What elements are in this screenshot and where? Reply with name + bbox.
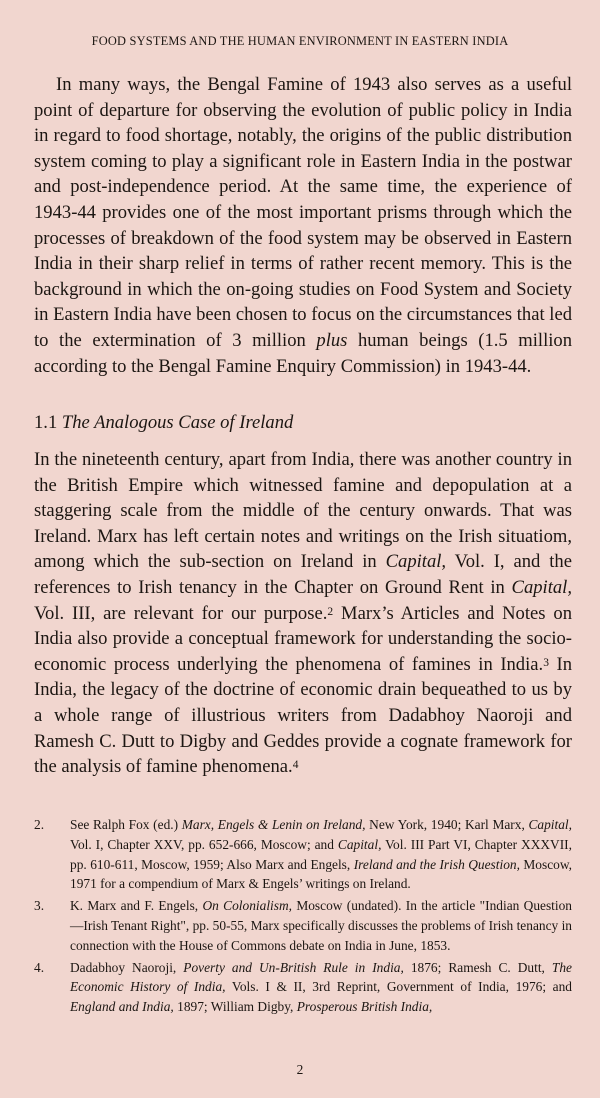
footnote-run: 1897; William Digby, (173, 999, 297, 1015)
section-number: 1.1 (34, 412, 58, 433)
footnote-4 (34, 958, 572, 1017)
footnote-run: New York, 1940; Karl Marx, (365, 817, 529, 832)
italic-plus: plus (316, 329, 348, 351)
footnote-number: 2. (34, 817, 45, 832)
italic-capital: Capital, (385, 551, 447, 573)
paragraph-text: Marx’s Articles and Notes on India also provide a conceptual framework for understanding the socio-economic process underlying the phenomena of famines in India. (34, 602, 573, 675)
footnote-italic: On Colonialism, (202, 898, 292, 914)
paragraph-text: Vol. I, and the references to Irish tenancy in the Chapter on Ground Rent in (34, 551, 572, 598)
footnote-run: Vol. I, Chapter XXV, pp. 652-666, Moscow; and (70, 836, 338, 852)
footnote-number: 4. (34, 959, 45, 975)
footnote-italic: The Economic History of India, (70, 959, 572, 995)
section-heading (34, 410, 572, 436)
footnote-italic: Poverty and Un-British Rule in India, (183, 959, 404, 975)
footnote-ref-2: 2 (327, 605, 334, 618)
footnote-text (70, 896, 572, 955)
paragraph-text: Vol. III, are relevant for our purpose. (34, 602, 328, 624)
footnote-3 (34, 896, 572, 955)
footnote-run: Dadabhoy Naoroji, (70, 959, 184, 975)
footnote-italic: Capital, (528, 817, 572, 832)
footnote-text (70, 958, 572, 1017)
footnote-ref-3: 3 (543, 656, 549, 669)
paragraph-bengal-famine (34, 72, 572, 379)
footnote-2 (34, 815, 572, 894)
footnote-ref-4: 4 (292, 759, 299, 772)
paragraph-ireland (34, 447, 572, 780)
footnote-run: See Ralph Fox (ed.) (70, 817, 182, 832)
running-head: FOOD SYSTEMS AND THE HUMAN ENVIRONMENT IN EASTERN INDIA (91, 34, 509, 48)
footnote-text (70, 815, 572, 894)
footnote-run: Vol. III Part VI, Chapter XXXVII, pp. 610-611, Moscow, 1959; Also Marx and Engels, (70, 836, 572, 872)
paragraph-text: In India, the legacy of the doctrine of economic drain bequeathed to us by a whole range of illustrious writers from Dadabhoy Naoroji and Ramesh C. Dutt to Digby and Geddes provide a cognate framework for the analysis of famine phenomena. (34, 653, 573, 778)
footnote-run: 1876; Ramesh C. Dutt, (403, 959, 552, 975)
footnote-italic: Capital, (337, 836, 382, 852)
footnote-run: Moscow (undated). In the article "Indian Question—Irish Tenant Right", pp. 50-55, Marx specifically discusses the problems of Irish tenancy in connection with the House of Commons debate on India in June, 1853. (70, 898, 573, 953)
footnote-italic: Marx, Engels & Lenin on Ireland, (181, 817, 366, 832)
footnote-run: Vols. I & II, 3rd Reprint, Government of India, 1976; and (225, 979, 572, 995)
footnote-run: Moscow, 1971 for a compendium of Marx & Engels’ writings on Ireland. (70, 856, 572, 892)
paragraph-text: human beings (1.5 million according to the Bengal Famine Enquiry Commission) in 1943-44. (34, 329, 572, 377)
italic-capital: Capital, (511, 576, 572, 598)
footnote-italic: Ireland and the Irish Question, (353, 856, 520, 872)
page-number: 2 (296, 1062, 304, 1077)
paragraph-text: In many ways, the Bengal Famine of 1943 also serves as a useful point of departure for observing the evolution of public policy in India in regard to food shortage, notably, the origins of the public distribution system coming to play a significant role in Eastern India in the postwar and post-independence period. At the same time, the experience of 1943-44 provides one of the most important prisms through which the processes of breakdown of the food system may be observed in Eastern India in their sharp relief in terms of rather recent memory. This is the background in which the on-going studies on Food System and Society in Eastern India have been chosen to focus on the circumstances that led to the extermination of 3 million (34, 74, 572, 351)
footnote-italic: England and India, (70, 999, 174, 1015)
paragraph-text: In the nineteenth century, apart from India, there was another country in the British Empire which witnessed famine and depopulation at a staggering scale from the middle of the century onwards. That was Ireland. Marx has left certain notes and writings on the Irish situatiom, among which the sub-section on Ireland in (34, 449, 572, 573)
footnote-run: K. Marx and F. Engels, (70, 898, 203, 914)
footnotes (34, 815, 572, 1019)
footnote-italic: Prosperous British India, (296, 999, 433, 1015)
section-title: The Analogous Case of Ireland (61, 412, 294, 433)
footnote-number: 3. (34, 898, 45, 914)
